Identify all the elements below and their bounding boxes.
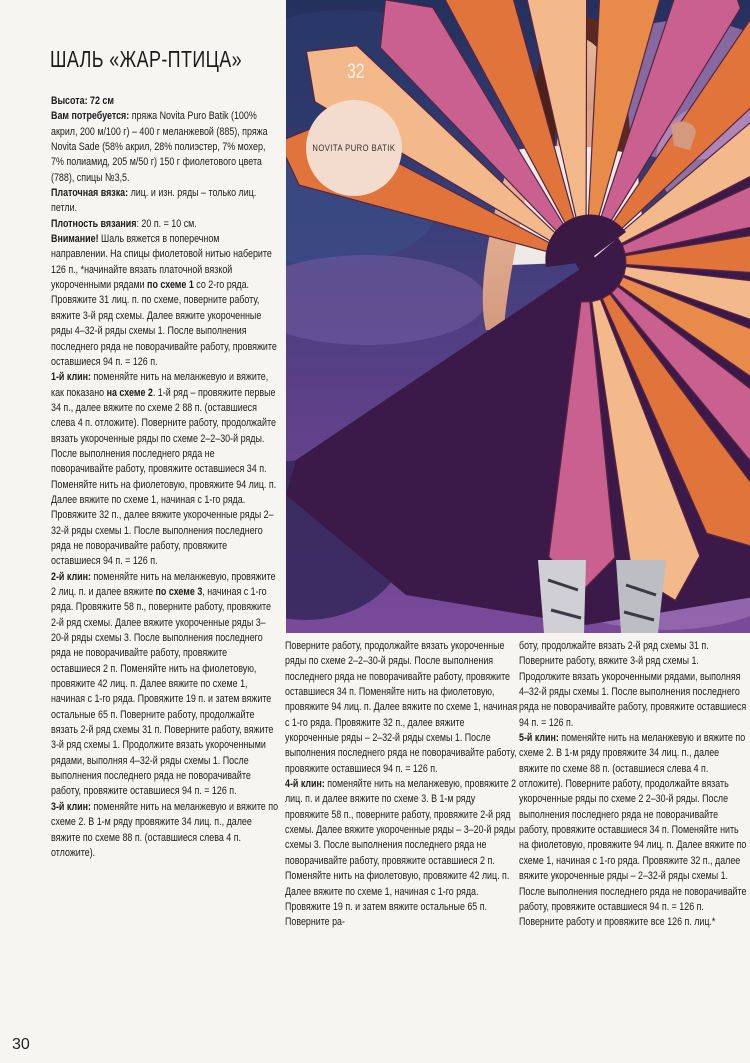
text-run: , начиная с 1-го ряда. Провяжите 58 п., поверните работу, провяжите 2-й ряд схемы. Далее вяжите укороченные ряды 3–20-й ряды схемы 3. После выполнения последнего ряда не поворачивайте работу, провяжите оставшиеся 2 п. Поменяйте нить на фиолетовую, провяжите 42 лиц. п. Далее вяжите по схеме 1, начиная с 1-го ряда. Провяжите 19 п. и затем вяжите остальные 65 п. Поверните работу, продолжайте вязать 2-й ряд схемы 31 п. Поверните работу, вяжите 3-й ряд схемы 1. Продолжите вязать укороченными рядами, выполняя 4–32-й ряды схемы 1. После выполнения последнего ряда не поворачивайте работу, провяжите оставшиеся 94 п. = 126 п. xyxy=(51,586,274,798)
paragraph xyxy=(51,109,278,186)
bold-run: 2-й клин: xyxy=(51,570,91,583)
paragraph xyxy=(519,731,750,930)
bold-run: 1-й клин: xyxy=(51,371,91,384)
text-column-2 xyxy=(285,639,519,931)
text-run: поменяйте нить на меланжевую и вяжите по схеме 2. В 1-м ряду провяжите 34 лиц. п., далее вяжите по схеме 88 п. (оставшиеся слева 4 п. отложите). xyxy=(51,800,279,859)
yarn-badge-label: NOVITA PURO BATIK xyxy=(312,142,396,154)
text-run: поменяйте нить на меланжевую и вяжите по схеме 2. В 1-м ряду провяжите 34 лиц. п., далее вяжите по схеме 88 п. (оставшиеся слева 4 п. отложите). Поверните работу, продолжайте вязать укороченные ряды по схеме 2 2–30-й ряды. После выполнения последнего ряда не поворачивайте работу, провяжите оставшиеся 34 п. Поменяйте нить на фиолетовую, провяжите 94 лиц. п. Далее вяжите по схеме 1, начиная с 1-го ряда. Провяжите 32 п., далее вяжите укороченные ряды – 2–32-й ряды схемы 1. После выполнения последнего ряда не поворачивайте работу, провяжите оставшиеся 94 п. = 126 п. Поверните работу и провяжите все 126 п. лиц.* xyxy=(519,732,747,929)
text-run: Поверните работу, продолжайте вязать укороченные ряды по схеме 2–2–30-й ряды. После выполнения последнего ряда не поворачивайте работу, провяжите оставшиеся 34 п. Поменяйте нить на фиолетовую, провяжите 94 лиц. п. Далее вяжите по схеме 1, начиная с 1-го ряда. Провяжите 32 п., далее вяжите укороченные ряды – 2–32-й ряды схемы 1. После выполнения последнего ряда не поворачивайте работу, провяжите оставшиеся 94 п. = 126 п. xyxy=(285,640,518,775)
bold-run: Внимание! xyxy=(51,233,99,246)
yarn-badge xyxy=(306,100,402,196)
text-run: . 1-й ряд – провяжите первые 34 п., далее вяжите по схеме 2 88 п. (оставшиеся слева 4 п. отложите). Поверните работу, продолжайте вязать укороченные ряды по схеме 2–2–30-й ряды. После выполнения последнего ряда не поворачивайте работу, провяжите оставшиеся 34 п. Поменяйте нить на фиолетовую, провяжите 94 лиц. п. Далее вяжите по схеме 1, начиная с 1-го ряда. Провяжите 32 п., далее вяжите укороченные ряды 2–32-й ряды схемы 1. После выполнения последнего ряда не поворачивайте работу, провяжите оставшиеся 94 п. = 126 п. xyxy=(51,386,277,568)
bold-run: Платочная вязка: xyxy=(51,187,129,200)
text-run: поменяйте нить на меланжевую и вяжите, как показано xyxy=(51,371,269,399)
paragraph xyxy=(285,777,519,930)
bold-run: Плотность вязания xyxy=(51,217,137,230)
paragraph xyxy=(519,639,750,731)
text-column-3 xyxy=(519,639,750,931)
text-run: Шаль вяжется в поперечном направлении. На спицы фиолетовой нитью наберите 126 п., *начинайте вязать платочной вязкой укороченными рядами xyxy=(51,233,272,292)
text-run: поменяйте нить на меланжевую, провяжите 2 лиц. п. и далее вяжите по схеме 3. В 1-м ряду провяжите 58 п., поверните работу, провяжите 2-й ряд схемы. Далее вяжите укороченные ряды – 3–20-й ряды схемы 3. После выполнения последнего ряда не поворачивайте работу, провяжите оставшиеся 2 п. Поменяйте нить на фиолетовую, провяжите 42 лиц. п. Далее вяжите по схеме 1, начиная с 1-го ряда. Провяжите 19 п. и затем вяжите остальные 65 п. Поверните ра- xyxy=(285,778,517,929)
paragraph xyxy=(51,94,278,109)
bold-run: 3-й клин: xyxy=(51,800,91,813)
paragraph xyxy=(51,570,278,800)
paragraph xyxy=(285,639,519,777)
photo-number: 32 xyxy=(347,60,365,83)
text-run: со 2-го ряда. Провяжите 31 лиц. п. по схеме, поверните работу, вяжите 3-й ряд схемы. Далее вяжите укороченные ряды 4–32-й ряды схемы 1. После выполнения последнего ряда не поворачивайте работу, провяжите оставшиеся 94 п. = 126 п. xyxy=(51,279,277,368)
text-run: боту, продолжайте вязать 2-й ряд схемы 31 п. Поверните работу, вяжите 3-й ряд схемы 1. Продолжите вязать укороченными рядами, выполняя 4–32-й ряды схемы 1. После выполнения последнего ряда не поворачивайте работу, провяжите оставшиеся 94 п. = 126 п. xyxy=(519,640,747,729)
text-run: поменяйте нить на меланжевую, провяжите 2 лиц. п. и далее вяжите xyxy=(51,570,276,598)
bold-run: на схеме 2 xyxy=(106,386,153,399)
paragraph xyxy=(51,186,278,217)
paragraph xyxy=(51,370,278,569)
paragraph xyxy=(51,217,278,232)
bold-run: по схеме 1 xyxy=(147,279,194,292)
page-title: ШАЛЬ «ЖАР-ПТИЦА» xyxy=(50,46,242,72)
text-run: : 20 п. = 10 см. xyxy=(136,217,197,230)
bold-run: 5-й клин: xyxy=(519,732,559,745)
model-photo xyxy=(286,0,750,633)
page-number: 30 xyxy=(12,1036,30,1053)
text-column-1 xyxy=(51,94,278,861)
paragraph xyxy=(51,232,278,370)
bold-run: 4-й клин: xyxy=(285,778,325,791)
bold-run: Высота: 72 см xyxy=(51,95,114,107)
text-run: пряжа Novita Puro Batik (100% акрил, 200 м/100 г) – 400 г меланжевой (885), пряжа Novita Sade (58% акрил, 28% полиэстер, 7% мохер, 7% полиамид, 205 м/50 г) 150 г фиолетового цвета (788), спицы №3,5. xyxy=(51,110,268,184)
paragraph xyxy=(51,800,278,861)
text-run: лиц. и изн. ряды – только лиц. петли. xyxy=(51,187,257,215)
bold-run: по схеме 3 xyxy=(155,586,203,598)
bold-run: Вам потребуется: xyxy=(51,110,130,123)
